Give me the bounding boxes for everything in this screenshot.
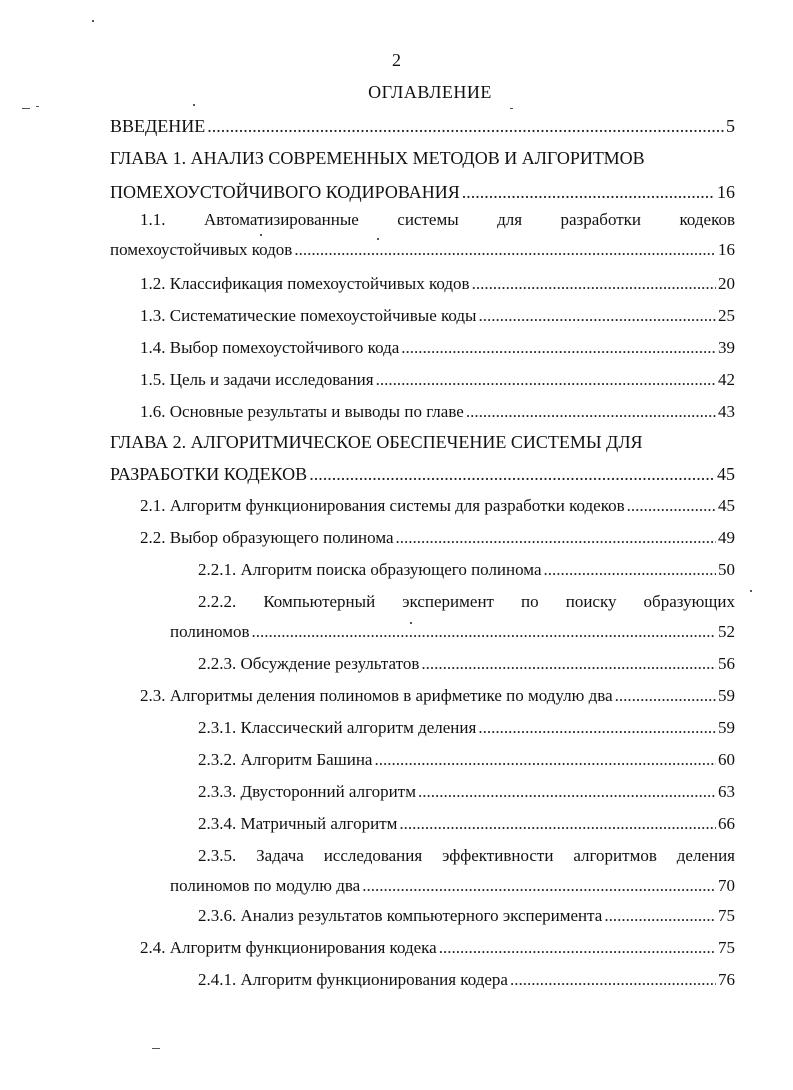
- toc-entry-title: 1.2. Классификация помехоустойчивых кодов: [140, 274, 470, 293]
- scan-speck: [22, 108, 30, 109]
- scan-speck: [260, 234, 262, 236]
- leader-dots: [309, 464, 715, 484]
- toc-entry-page: 50: [718, 560, 735, 579]
- toc-entry-title-line2: полиномов: [170, 622, 250, 641]
- toc-entry-title: 2.3.3. Двусторонний алгоритм: [198, 782, 416, 801]
- toc-entry-section-2-4-1[interactable]: [198, 970, 735, 990]
- toc-entry-section-2-3-4[interactable]: [198, 814, 735, 834]
- toc-entry-title: 2.1. Алгоритм функционирования системы для разработки кодеков: [140, 496, 625, 515]
- leader-dots: [462, 182, 715, 202]
- toc-entry-page: 75: [718, 906, 735, 925]
- scan-speck: [410, 622, 412, 624]
- leader-dots: [252, 622, 716, 642]
- toc-entry-page: 25: [718, 306, 735, 325]
- leader-dots: [627, 496, 716, 516]
- toc-entry-title-line1: ГЛАВА 1. АНАЛИЗ СОВРЕМЕННЫХ МЕТОДОВ И АЛГОРИТМОВ: [110, 148, 645, 168]
- leader-dots: [362, 876, 716, 896]
- toc-entry-title: 2.4.1. Алгоритм функционирования кодера: [198, 970, 508, 989]
- toc-entry-page: 49: [718, 528, 735, 547]
- toc-entry-section-2-3-3[interactable]: [198, 782, 735, 802]
- toc-entry-page: 39: [718, 338, 735, 357]
- toc-entry-section-2-2[interactable]: [140, 528, 735, 548]
- toc-entry-section-2-3[interactable]: [140, 686, 735, 706]
- toc-entry-title: 2.3.4. Матричный алгоритм: [198, 814, 398, 833]
- toc-entry-section-1-2[interactable]: [140, 274, 735, 294]
- toc-entry-title: 2.3.2. Алгоритм Башина: [198, 750, 373, 769]
- toc-entry-section-2-3-6[interactable]: [198, 906, 735, 926]
- toc-entry-section-1-5[interactable]: [140, 370, 735, 390]
- toc-entry-introduction[interactable]: [110, 116, 735, 136]
- toc-entry-title-line1: 2.3.5. Задача исследования эффективности алгоритмов деления: [198, 846, 735, 865]
- leader-dots: [472, 274, 716, 294]
- toc-entry-page: 16: [717, 182, 735, 202]
- toc-entry-page: 63: [718, 782, 735, 801]
- toc-entry-page: 60: [718, 750, 735, 769]
- toc-entry-title: 2.4. Алгоритм функционирования кодека: [140, 938, 437, 957]
- toc-entry-section-2-2-1[interactable]: [198, 560, 735, 580]
- leader-dots: [207, 116, 724, 136]
- toc-entry-page: 66: [718, 814, 735, 833]
- toc-entry-section-2-3-1[interactable]: [198, 718, 735, 738]
- leader-dots: [604, 906, 716, 926]
- toc-entry-page: 56: [718, 654, 735, 673]
- leader-dots: [418, 782, 716, 802]
- toc-entry-section-1-3[interactable]: [140, 306, 735, 326]
- leader-dots: [396, 528, 716, 548]
- scan-speck: [510, 108, 513, 109]
- toc-entry-title-line2: РАЗРАБОТКИ КОДЕКОВ: [110, 464, 308, 484]
- toc-entry-section-1-1[interactable]: [110, 210, 735, 260]
- toc-entry-title: 1.5. Цель и задачи исследования: [140, 370, 374, 389]
- toc-entry-title: 2.3.1. Классический алгоритм деления: [198, 718, 477, 737]
- toc-entry-page: 5: [726, 116, 735, 136]
- scan-speck: [193, 104, 195, 106]
- toc-entry-page: 42: [718, 370, 735, 389]
- toc-entry-section-2-2-3[interactable]: [198, 654, 735, 674]
- toc-entry-page: 70: [718, 876, 735, 895]
- scan-speck: [36, 106, 39, 107]
- scan-speck: [377, 238, 379, 240]
- leader-dots: [376, 370, 716, 390]
- toc-entry-page: 45: [717, 464, 735, 484]
- toc-entry-page: 43: [718, 402, 735, 421]
- leader-dots: [399, 814, 716, 834]
- toc-entry-title: 2.2.3. Обсуждение результатов: [198, 654, 420, 673]
- scan-speck: [750, 590, 752, 592]
- toc-entry-section-2-2-2[interactable]: [170, 592, 735, 642]
- leader-dots: [478, 306, 716, 326]
- toc-entry-section-1-4[interactable]: [140, 338, 735, 358]
- toc-entry-title-line2: ПОМЕХОУСТОЙЧИВОГО КОДИРОВАНИЯ: [110, 182, 460, 202]
- toc-entry-title: 1.3. Систематические помехоустойчивые коды: [140, 306, 477, 325]
- toc-title: ОГЛАВЛЕНИЕ: [368, 82, 492, 102]
- toc-entry-title: ВВЕДЕНИЕ: [110, 116, 206, 136]
- toc-entry-title-line2: полиномов по модулю два: [170, 876, 361, 895]
- toc-entry-chapter-2[interactable]: [110, 432, 735, 484]
- page-number: 2: [392, 50, 401, 70]
- toc-entry-chapter-1[interactable]: [110, 148, 735, 202]
- toc-entry-page: 45: [718, 496, 735, 515]
- toc-entry-section-2-3-5[interactable]: [170, 846, 735, 896]
- leader-dots: [374, 750, 716, 770]
- leader-dots: [401, 338, 716, 358]
- toc-entry-title-line1: 2.2.2. Компьютерный эксперимент по поиску образующих: [198, 592, 735, 611]
- toc-entry-page: 20: [718, 274, 735, 293]
- toc-entry-section-2-4[interactable]: [140, 938, 735, 958]
- leader-dots: [478, 718, 716, 738]
- toc-entry-page: 59: [718, 686, 735, 705]
- scan-speck: [92, 20, 94, 22]
- toc-entry-title: 2.2.1. Алгоритм поиска образующего полинома: [198, 560, 542, 579]
- toc-entry-page: 16: [718, 240, 735, 259]
- toc-entry-section-1-6[interactable]: [140, 402, 735, 422]
- toc-entry-title-line1: ГЛАВА 2. АЛГОРИТМИЧЕСКОЕ ОБЕСПЕЧЕНИЕ СИСТЕМЫ ДЛЯ: [110, 432, 643, 452]
- toc-entry-page: 52: [718, 622, 735, 641]
- toc-entry-section-2-3-2[interactable]: [198, 750, 735, 770]
- leader-dots: [615, 686, 716, 706]
- toc-entry-title: 1.6. Основные результаты и выводы по главе: [140, 402, 464, 421]
- leader-dots: [439, 938, 716, 958]
- toc-entry-title: 2.2. Выбор образующего полинома: [140, 528, 394, 547]
- leader-dots: [466, 402, 716, 422]
- toc-entry-title: 2.3. Алгоритмы деления полиномов в арифметике по модулю два: [140, 686, 613, 705]
- toc-entry-title: 1.4. Выбор помехоустойчивого кода: [140, 338, 400, 357]
- leader-dots: [294, 240, 716, 260]
- toc-entry-page: 76: [718, 970, 735, 989]
- scan-speck: [152, 1048, 160, 1049]
- toc-entry-page: 75: [718, 938, 735, 957]
- toc-entry-title-line1: 1.1. Автоматизированные системы для разработки кодеков: [140, 210, 735, 229]
- toc-entry-page: 59: [718, 718, 735, 737]
- toc-entry-title: 2.3.6. Анализ результатов компьютерного эксперимента: [198, 906, 603, 925]
- leader-dots: [544, 560, 717, 580]
- toc-entry-title-line2: помехоустойчивых кодов: [110, 240, 293, 259]
- leader-dots: [421, 654, 716, 674]
- leader-dots: [510, 970, 716, 990]
- toc-entry-section-2-1[interactable]: [140, 496, 735, 516]
